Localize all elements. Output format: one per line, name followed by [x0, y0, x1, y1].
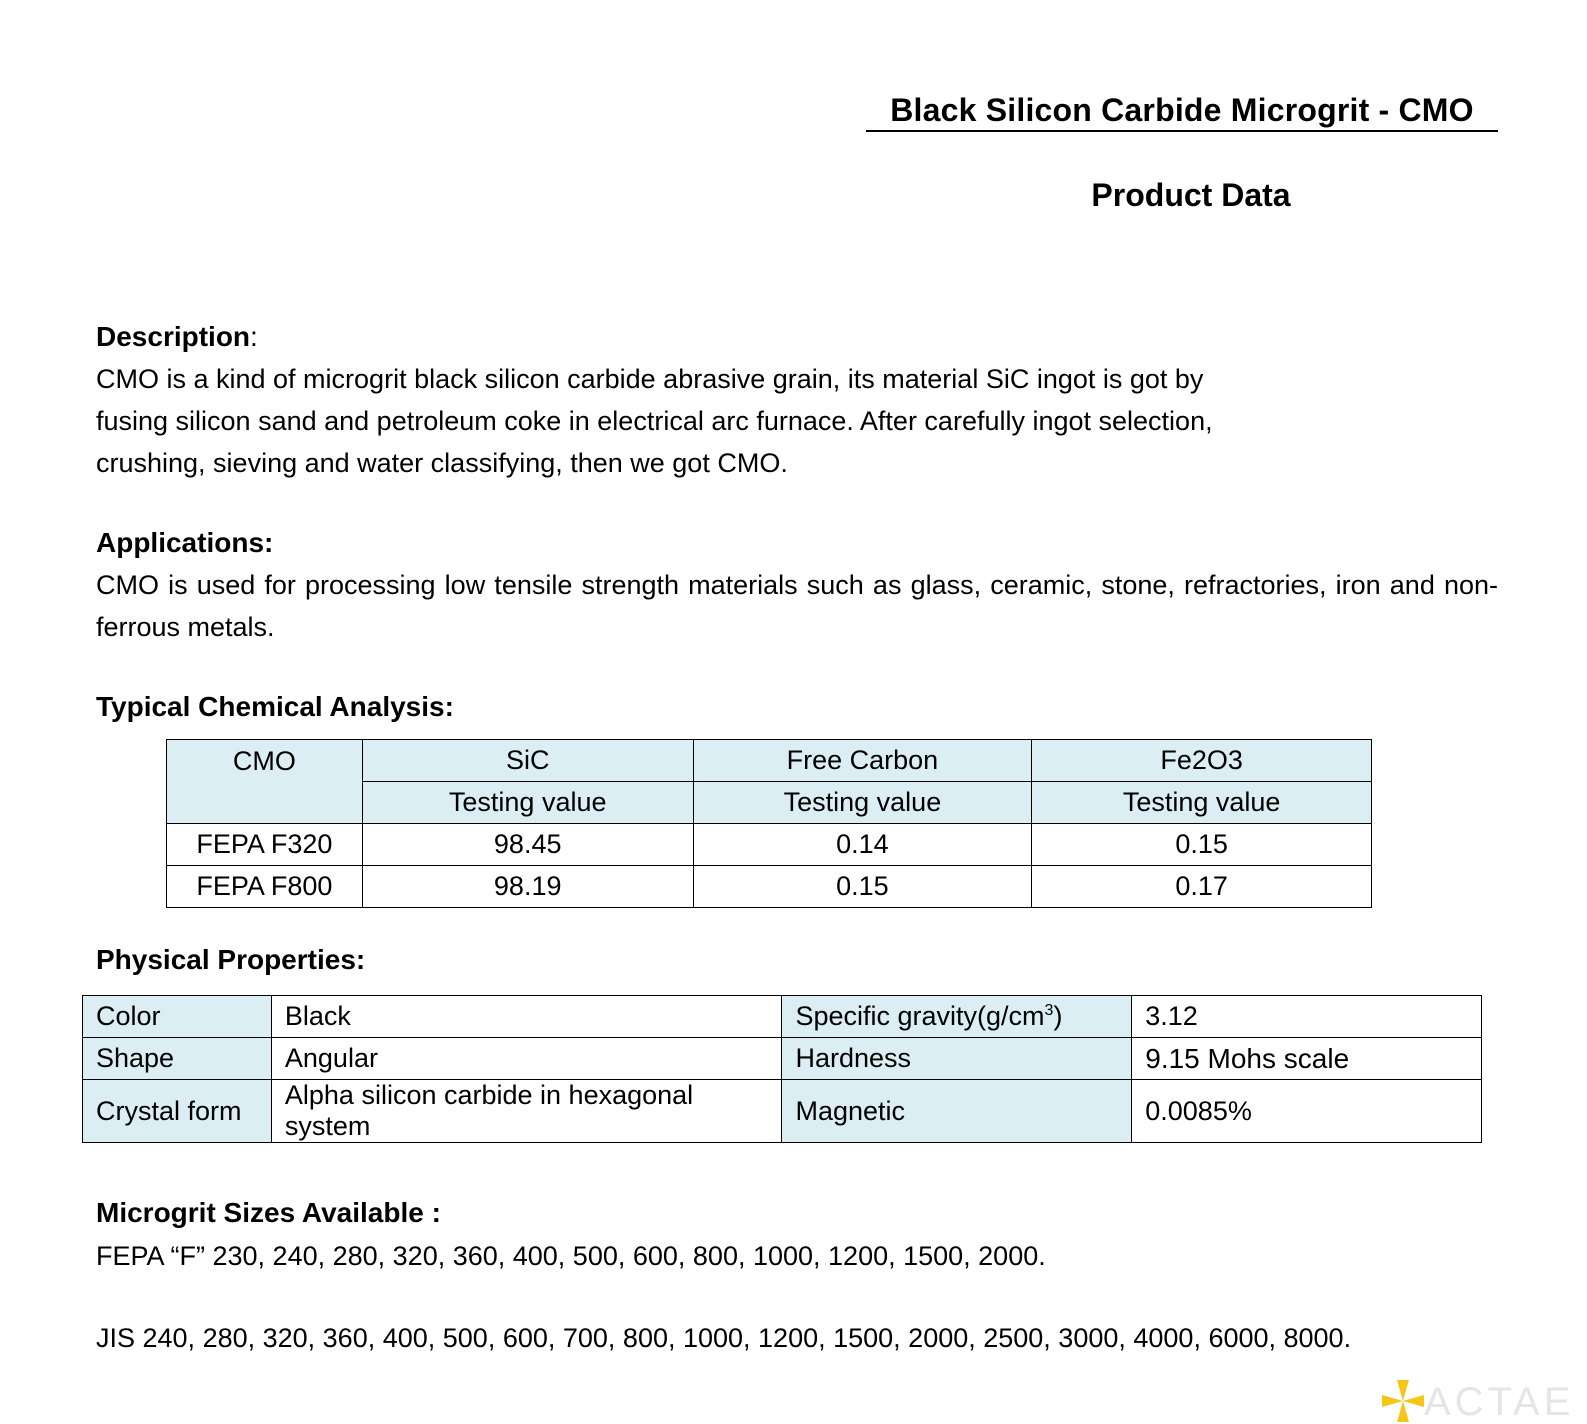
property-label-suffix: ): [1053, 1001, 1063, 1031]
applications-body: CMO is used for processing low tensile strength materials such as glass, ceramic, stone, refractories, iron and non-ferrous metals.: [96, 570, 1498, 642]
logo-text: ACTAE: [1424, 1380, 1575, 1424]
column-header-free-carbon: Free Carbon: [693, 740, 1032, 782]
table-row: [167, 824, 1372, 866]
physical-heading: Physical Properties:: [96, 944, 366, 975]
subheader-cell: Testing value: [362, 782, 693, 824]
table-corner-cell: CMO: [167, 740, 363, 824]
description-body: [96, 358, 1496, 484]
company-logo: [1380, 1378, 1587, 1424]
grade-cell: FEPA F800: [167, 866, 363, 908]
property-label: Shape: [83, 1038, 272, 1080]
property-label: Color: [83, 996, 272, 1038]
description-line: crushing, sieving and water classifying, then we got CMO.: [96, 448, 788, 478]
property-label: [782, 996, 1132, 1038]
value-cell: 0.17: [1032, 866, 1372, 908]
sizes-fepa: FEPA “F” 230, 240, 280, 320, 360, 400, 500, 600, 800, 1000, 1200, 1500, 2000.: [96, 1241, 1046, 1271]
applications-heading: Applications:: [96, 527, 274, 558]
property-label: Hardness: [782, 1038, 1132, 1080]
logo-flower-icon: [1380, 1378, 1426, 1424]
table-row: [167, 866, 1372, 908]
table-row: [83, 1038, 1482, 1080]
property-label: Magnetic: [782, 1080, 1132, 1143]
document-title: Black Silicon Carbide Microgrit - CMO: [866, 88, 1498, 132]
description-line: CMO is a kind of microgrit black silicon carbide abrasive grain, its material SiC ingot is got by: [96, 364, 1204, 394]
chemical-heading: Typical Chemical Analysis:: [96, 691, 454, 722]
property-value: 9.15 Mohs scale: [1132, 1038, 1482, 1080]
description-heading: [96, 320, 258, 354]
description-heading-label: Description: [96, 321, 251, 352]
column-header-sic: SiC: [362, 740, 693, 782]
description-line: fusing silicon sand and petroleum coke in electrical arc furnace. After carefully ingot selection,: [96, 406, 1213, 436]
value-cell: 98.45: [362, 824, 693, 866]
property-value: Angular: [271, 1038, 782, 1080]
grade-cell: FEPA F320: [167, 824, 363, 866]
subheader-cell: Testing value: [1032, 782, 1372, 824]
chemical-analysis-table: [166, 739, 1372, 908]
document-subtitle: Product Data: [1091, 177, 1291, 213]
property-label: Crystal form: [83, 1080, 272, 1143]
column-header-fe2o3: Fe2O3: [1032, 740, 1372, 782]
description-heading-colon: :: [250, 321, 258, 352]
physical-properties-table: [82, 995, 1482, 1143]
superscript: 3: [1044, 1002, 1054, 1019]
table-header-row: [167, 740, 1372, 782]
value-cell: 98.19: [362, 866, 693, 908]
sizes-heading: Microgrit Sizes Available :: [96, 1197, 441, 1228]
property-value: Alpha silicon carbide in hexagonal system: [271, 1080, 782, 1143]
subheader-cell: Testing value: [693, 782, 1032, 824]
property-value: Black: [271, 996, 782, 1038]
property-label-text: Specific gravity(g/cm: [795, 1001, 1045, 1031]
value-cell: 0.14: [693, 824, 1032, 866]
value-cell: 0.15: [693, 866, 1032, 908]
value-cell: 0.15: [1032, 824, 1372, 866]
property-value: 0.0085%: [1132, 1080, 1482, 1143]
table-row: [83, 996, 1482, 1038]
sizes-jis: JIS 240, 280, 320, 360, 400, 500, 600, 700, 800, 1000, 1200, 1500, 2000, 2500, 3000, 4000, 6000, 8000.: [96, 1323, 1352, 1353]
property-value: 3.12: [1132, 996, 1482, 1038]
table-row: [83, 1080, 1482, 1143]
